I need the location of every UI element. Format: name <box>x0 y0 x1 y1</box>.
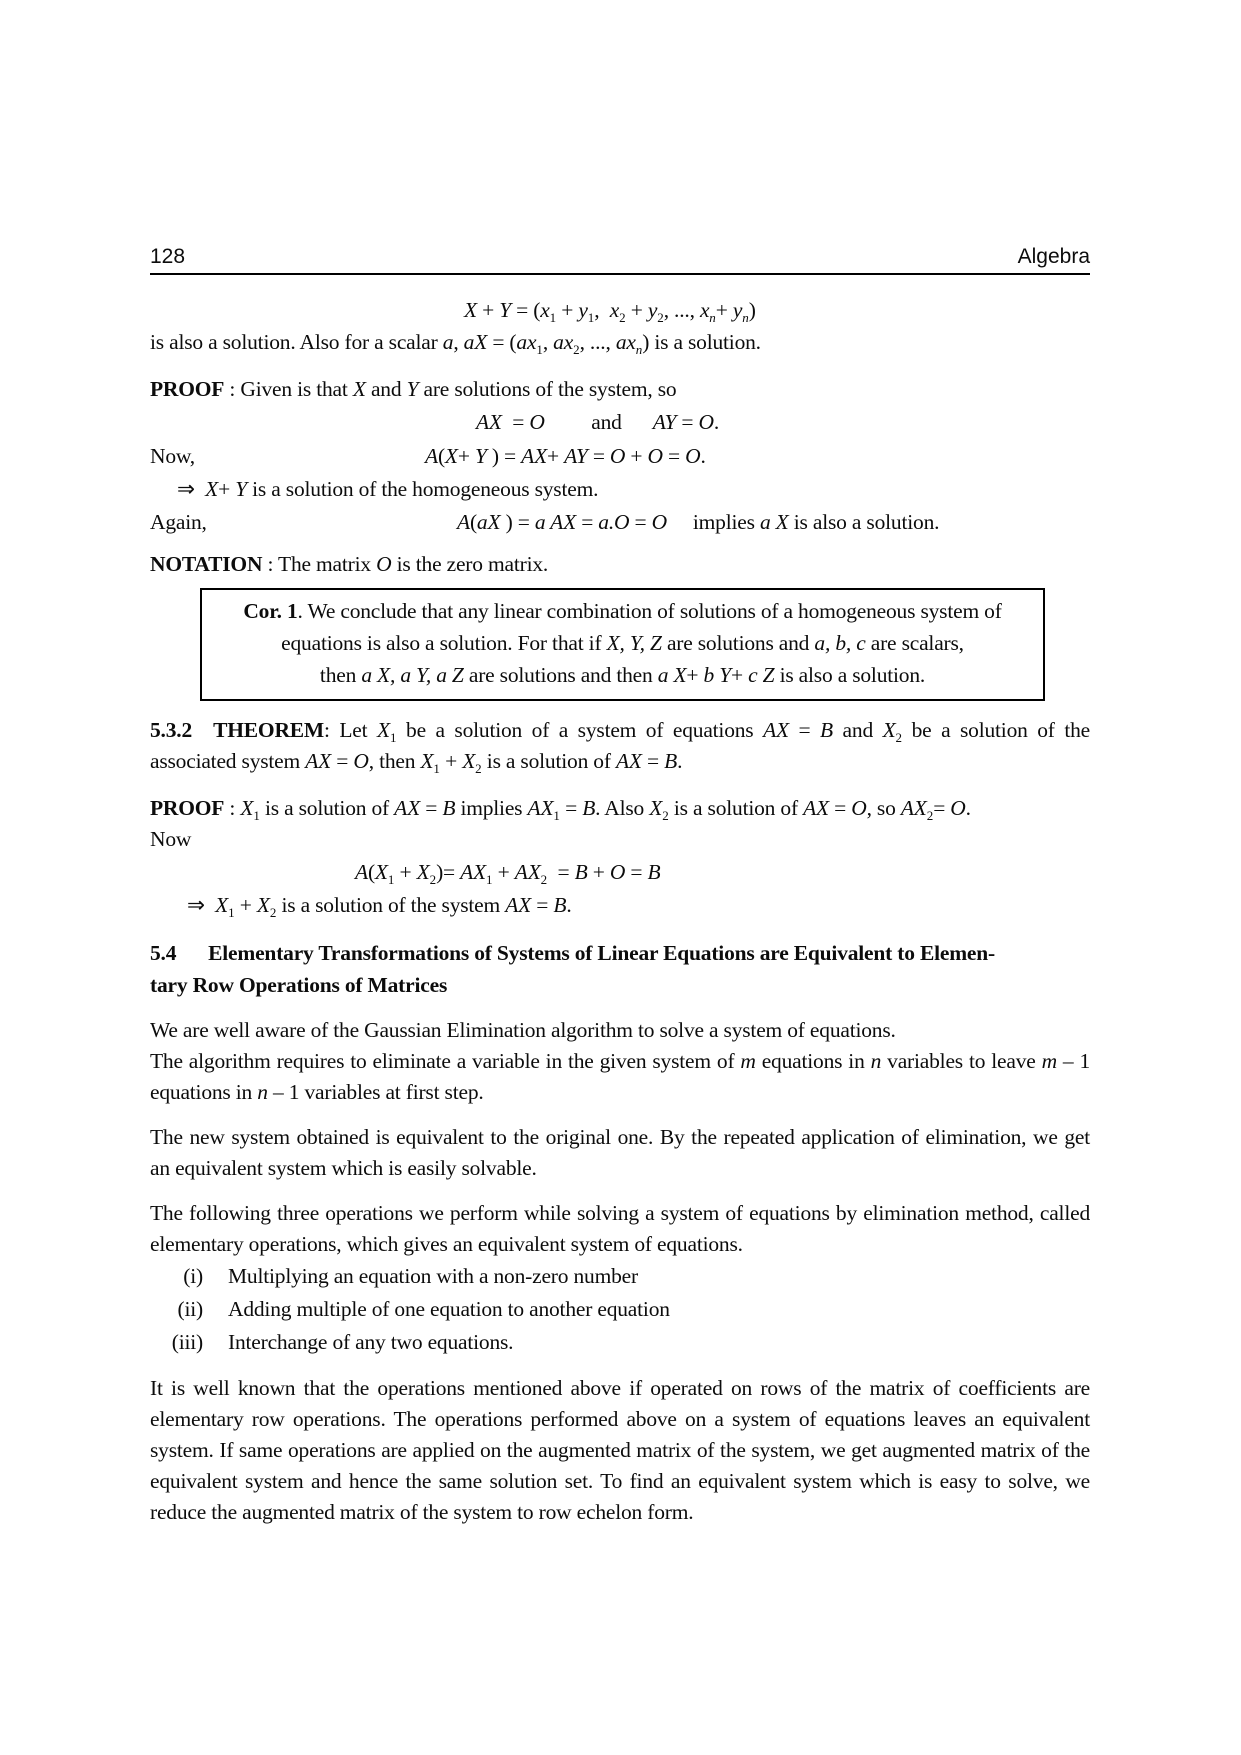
new-system-paragraph: The new system obtained is equivalent to the original one. By the repeated application of elimination, we get an equivalent system which is easily solvable. <box>150 1125 1090 1180</box>
list-item <box>150 1293 1090 1326</box>
now-equation-row <box>150 439 1090 473</box>
corollary-box <box>200 588 1045 701</box>
section-54-heading-line-2: tary Row Operations of Matrices <box>150 973 448 997</box>
x1-x2-equation: $A(X_1 + X_2)= AX_1 + AX_2 = B + O = B$ <box>355 860 661 887</box>
three-operations-paragraph: The following three operations we perform while solving a system of equations by elimination method, called elementary operations, which gives an equivalent system of equations. <box>150 1201 1090 1256</box>
list-item-text: Multiplying an equation with a non-zero number <box>228 1264 638 1288</box>
scalar-solution-paragraph: is also a solution. Also for a scalar a, aX = ($ax_1$, $ax_2$, ..., $ax_n$) is a solution. <box>150 330 761 357</box>
section-54-heading-line-1: 5.4 Elementary Transformations of Systems of Linear Equations are Equivalent to Elemen- <box>150 941 995 965</box>
gaussian-paragraph-line-1: We are well aware of the Gaussian Elimination algorithm to solve a system of equations. <box>150 1018 896 1042</box>
section-54-heading <box>150 937 1090 1001</box>
implies-homogeneous-line: ⇒ X+ Y is a solution of the homogeneous system. <box>177 477 599 501</box>
list-item-marker: (i) <box>183 1264 203 1288</box>
a-ax-equation: A(aX ) = a AX = a.O = O implies a X is also a solution. <box>457 510 940 534</box>
page-number: 128 <box>150 245 186 268</box>
page-header <box>150 246 1090 275</box>
again-label: Again, <box>150 510 207 534</box>
proof-2-paragraph: PROOF : $X_1$ is a solution of AX = B implies $AX_1 = B$. Also $X_2$ is a solution of AX = O, so $AX_2= O$. <box>150 796 971 823</box>
now-label: Now, <box>150 444 195 468</box>
now-line: Now <box>150 827 192 851</box>
proof-1-paragraph: PROOF : Given is that X and Y are solutions of the system, so <box>150 377 677 401</box>
list-item <box>150 1260 1090 1293</box>
list-item-marker: (ii) <box>177 1297 203 1321</box>
list-item-text: Interchange of any two equations. <box>228 1330 514 1354</box>
list-item <box>150 1326 1090 1359</box>
theorem-532-paragraph: 5.3.2 THEOREM: Let $X_1$ be a solution of a system of equations AX = B and $X_2$ be a solution of the associated system AX = O, then $X_1 + X_2$ is a solution of AX = B. <box>150 718 1091 776</box>
gaussian-paragraph-rest: The algorithm requires to eliminate a variable in the given system of m equations in n variables to leave m – 1 equations in n – 1 variables at first step. <box>150 1049 1090 1104</box>
operations-list <box>150 1260 1090 1359</box>
ax-equals-o-equation: AX = O and AY = O. <box>476 410 720 434</box>
vector-sum-equation: $X + Y = (x_1 + y_1$, $x_2 + y_2$, ..., $x_n+ y_n$) <box>464 298 756 325</box>
corollary-line-3: then a X, a Y, a Z are solutions and then a X+ b Y+ c Z is also a solution. <box>319 663 926 687</box>
gaussian-paragraph <box>150 1015 1090 1108</box>
implies-system-line: ⇒ $X_1 + X_2$ is a solution of the system AX = B. <box>187 893 572 920</box>
row-echelon-paragraph: It is well known that the operations mentioned above if operated on rows of the matrix of coefficients are elementary row operations. The operations performed above on a system of equations leaves an equivalent system. If same operations are applied on the augmented matrix of the system, we get augmented matrix of the equivalent system and hence the same solution set. To find an equivalent system which is easy to solve, we reduce the augmented matrix of the system to row echelon form. <box>150 1376 1090 1524</box>
corollary-line-2: equations is also a solution. For that if X, Y, Z are solutions and a, b, c are scalars, <box>281 631 964 655</box>
a-x-plus-y-equation: A(X+ Y ) = AX+ AY = O + O = O. <box>425 444 706 468</box>
list-item-text: Adding multiple of one equation to another equation <box>228 1297 670 1321</box>
again-equation-row <box>150 505 1090 539</box>
running-title: Algebra <box>1017 245 1090 268</box>
notation-paragraph: NOTATION : The matrix O is the zero matrix. <box>150 552 549 576</box>
list-item-marker: (iii) <box>171 1330 203 1354</box>
corollary-line-1: Cor. 1. We conclude that any linear combination of solutions of a homogeneous system of <box>243 599 1002 623</box>
document-page <box>150 246 1090 1528</box>
